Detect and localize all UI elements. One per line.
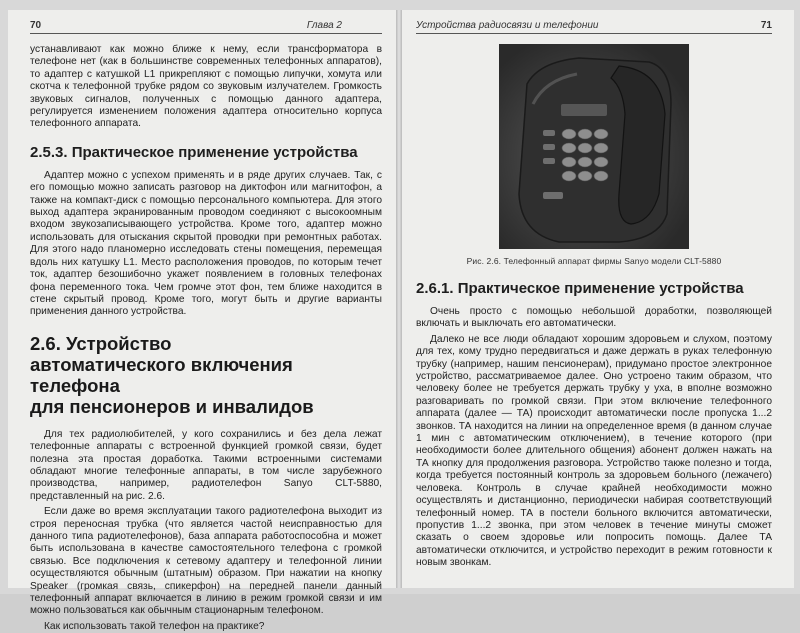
telephone-illustration (499, 44, 689, 249)
section-heading-2-6 (30, 333, 382, 417)
section-heading-2-6-1: 2.6.1. Практическое применение устройства (416, 280, 744, 297)
right-page (402, 10, 794, 588)
chapter-label: Глава 2 (306, 20, 342, 31)
running-title: Устройства радиосвязи и телефонии (416, 20, 599, 31)
figure-caption: Рис. 2.6. Телефонный аппарат фирмы Sanyo модели CLT-5880 (466, 256, 722, 266)
paragraph-2-6-1-b: Далеко не все люди обладают хорошим здоровьем и слухом, поэтому для тех, кому трудно передвигаться и даже держать в руках телефонную трубку (например, нашим пенсионерам), придумано простое электронное устройство, рассматриваемое далее. Оно устроено таким образом, что человеку более не требуется держать трубку у уха, в вполне возможно разговаривать по громкой связи. При этом включение телефонного аппарата (далее — ТА) происходит автоматически после пропуска 1...2 звонков. ТА находится на линии на определенное время (в данном случае 1 мин с автоматическим отключением), в течение которого (при необходимости более длительного общения) абонент должен нажать на ТА кнопку для продолжения разговора. Устройство также полезно и тогда, когда требуется постоянный контроль за здоровьем больного (лежачего) человека. Контроль в случае крайней необходимости можно осуществлять и дистанционно, периодически набирая соответствующий телефонный номер. ТА в постели больного включится автоматически, пропустив 1...2 звонка, при этом человек в течение минуты сможет сказать о своем здоровье или попросить помощь. Далее ТА автоматически отключится, и устройство переходит в режим готовности к новым звонкам. (416, 333, 772, 569)
heading-2-6-line-1: 2.6. Устройство (30, 332, 172, 354)
paragraph-2-6-b: Если даже во время эксплуатации такого радиотелефона выходит из строя переносная трубка (что является частой неисправностью для данного типа радиотелефонов), база аппарата работоспособна и может быть использована в качестве самостоятельного телефона с громкой связью. Все подключения к сетевому адаптеру и телефонной линии осуществляются обычным (штатным) образом. При нажатии на кнопку Speaker (громкая связь, спикерфон) на передней панели данный телефонный аппарат включается в линию в режим громкой связи и им можно пользоваться как обычным стационарным телефоном. (30, 506, 382, 617)
right-page-number: 71 (760, 20, 772, 31)
right-running-head (416, 20, 772, 34)
section-heading-2-5-3: 2.5.3. Практическое применение устройства (30, 143, 358, 161)
left-page-number: 70 (30, 20, 42, 31)
paragraph-2-6-c: Как использовать такой телефон на практике? (44, 620, 265, 632)
heading-2-6-line-3: для пенсионеров и инвалидов (30, 395, 314, 417)
paragraph-2-5-3: Адаптер можно с успехом применять и в ряде других случаев. Так, с его помощью можно записать разговор на диктофон или магнитофон, а также на компакт-диск с помощью персонального компьютера. Для этого выход адаптера экранированным проводом соединяют с высокоомным входом звукозаписывающего устройства. Кроме того, адаптер можно использовать для отыскания скрытой проводки при ремонтных работах. Для этого надо планомерно исследовать стены помещения, перемещая вдоль них катушку L1. Место расположения проводов, по которым течет ток, адаптер безошибочно укажет появлением в головных телефонах фона переменного тока. Чем громче этот фон, тем ближе находится в стене скрытый провод. Кроме того, могут быть и другие варианты применения данного устройства. (30, 169, 382, 318)
heading-2-6-line-2: автоматического включения телефона (30, 353, 293, 396)
paragraph-2-6-1-a: Очень просто с помощью небольшой доработки, позволяющей включать и выключать его автоматически. (416, 306, 772, 330)
paragraph-2-6-a: Для тех радиолюбителей, у кого сохранились и без дела лежат телефонные аппараты с встроенной функцией громкой связи, будет полезна эта простая доработка. Такими встроенными системами обладают многие телефонные аппараты, в том числе зарубежного производства, например, радиотелефон Sanyo CLT-5880, представленный на рис. 2.6. (30, 428, 382, 502)
left-page (8, 10, 396, 632)
telephone-photo-icon (499, 44, 689, 249)
left-intro-paragraph: устанавливают как можно ближе к нему, если трансформатора в телефоне нет (как в большинстве современных телефонных аппаратов), то адаптер с катушкой L1 прикрепляют с помощью липучки, хомута или скотча к телефонной трубке рядом со звуковым излучателем. Громкость звуковых сигналов, полученных с помощью данного адаптера, регулируется изменением положения адаптера относительно корпуса телефонного аппарата. (30, 44, 382, 130)
figure-2-6 (499, 44, 689, 249)
left-running-head (30, 20, 382, 34)
